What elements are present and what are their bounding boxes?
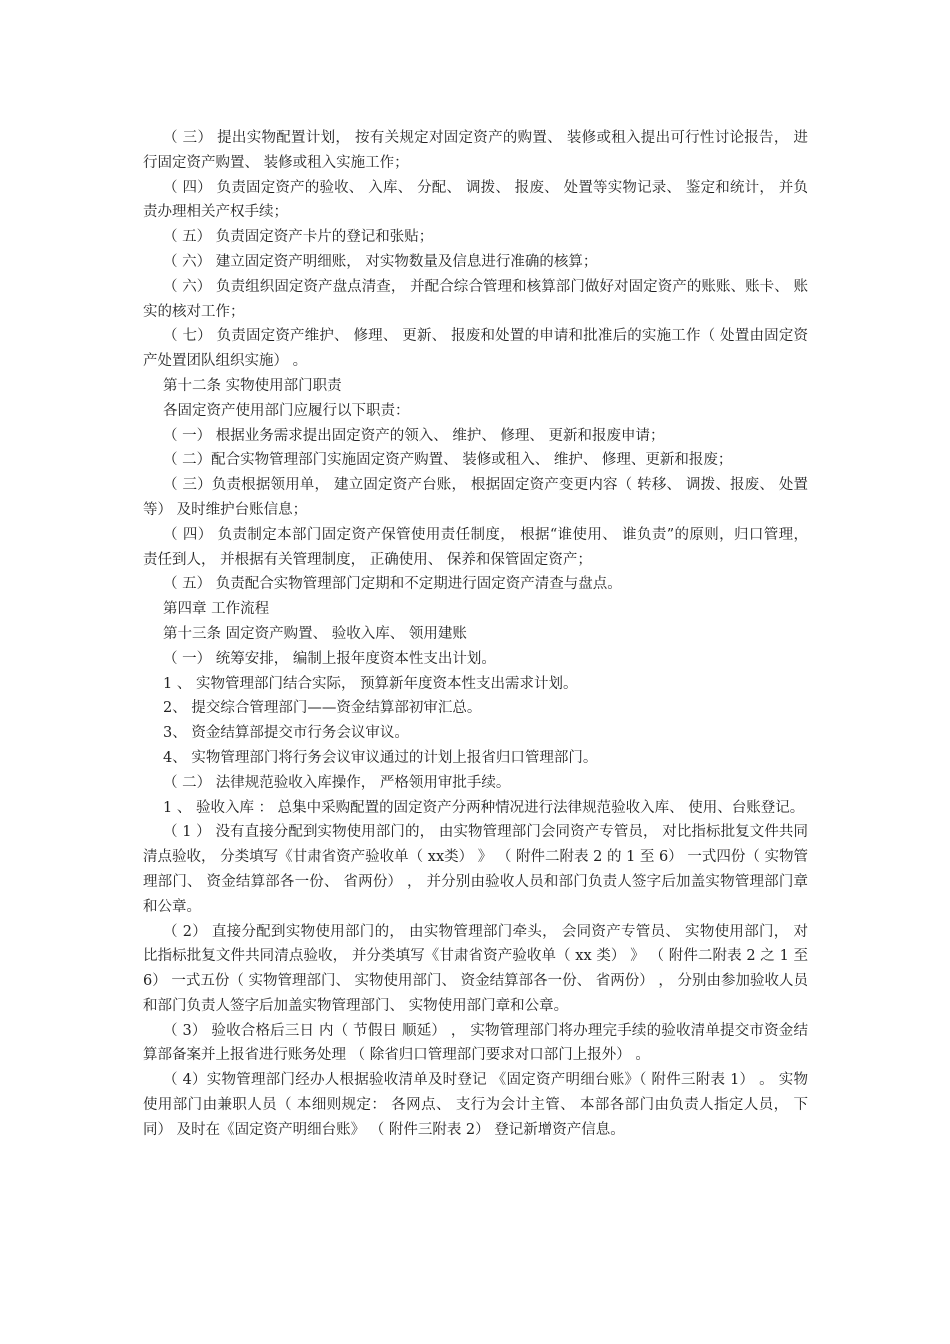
paragraph: （ 七） 负责固定资产维护、 修理、 更新、 报废和处置的申请和批准后的实施工作（ 处置由固定资产处置团队组织实施） 。 — [143, 328, 808, 370]
paragraph: （ 二） 法律规范验收入库操作， 严格领用审批手续。 — [163, 774, 511, 791]
paragraph: （ 三）负责根据领用单， 建立固定资产台账， 根据固定资产变更内容（ 转移、 调拨、报废、 处置等） 及时维护台账信息； — [143, 477, 808, 518]
paragraph: （ 二）配合实物管理部门实施固定资产购置、 装修或租入、 维护、 修理、更新和报废； — [163, 452, 733, 469]
paragraph: （ 四） 负责制定本部门固定资产保管使用责任制度， 根据“谁使用、 谁负责”的原则，归口管理， 责任到人， 并根据有关管理制度， 正确使用、 保养和保管固定资产； — [143, 526, 808, 568]
chapter-heading: 第四章 工作流程 — [163, 601, 270, 618]
paragraph: （ 2） 直接分配到实物使用部门的， 由实物管理部门牵头， 会同资产专管员、 实物使用部门， 对比指标批复文件共同清点验收， 并分类填写《甘肃省资产验收单（ xx 类） 》 （ 附件二附表 2 之 1 至 6） 一式五份（ 实物管理部门、 实物使用部门、 资金结算部各一份、 省两份） ， 分别由参加验收人员和部门负责人签字后加盖实物管理部门、 实物使用部门章和公章。 — [143, 923, 808, 1014]
article-heading: 第十二条 实物使用部门职责 — [163, 377, 342, 394]
paragraph: （ 一） 统筹安排， 编制上报年度资本性支出计划。 — [163, 650, 496, 667]
paragraph: 3、 资金结算部提交市行务会议审议。 — [163, 725, 409, 742]
document-body — [143, 126, 808, 1143]
paragraph: 4、 实物管理部门将行务会议审议通过的计划上报省归口管理部门。 — [163, 749, 598, 766]
paragraph: 各固定资产使用部门应履行以下职责： — [163, 402, 410, 419]
paragraph: （ 五） 负责固定资产卡片的登记和张贴； — [163, 229, 434, 246]
paragraph: （ 六） 负责组织固定资产盘点清查， 并配合综合管理和核算部门做好对固定资产的账账、账卡、 账实的核对工作； — [143, 278, 808, 320]
article-heading: 第十三条 固定资产购置、 验收入库、 领用建账 — [163, 625, 467, 642]
paragraph: 2、 提交综合管理部门——资金结算部初审汇总。 — [163, 700, 482, 717]
paragraph: 1 、 验收入库 ： 总集中采购配置的固定资产分两种情况进行法律规范验收入库、 使用、台账登记。 — [163, 799, 805, 816]
paragraph: （ 三） 提出实物配置计划， 按有关规定对固定资产的购置、 装修或租入提出可行性讨论报告， 进行固定资产购置、 装修或租入实施工作； — [143, 130, 808, 171]
paragraph: （ 1 ） 没有直接分配到实物使用部门的， 由实物管理部门会同资产专管员， 对比指标批复文件共同清点验收， 分类填写《甘肃省资产验收单（ xx类） 》 （ 附件二附表 2 的 1 至 6） 一式四份（ 实物管理部门、 资金结算部各一份、 省两份） ， 并分别由验收人员和部门负责人签字后加盖实物管理部门章和公章。 — [143, 824, 808, 915]
paragraph: （ 四） 负责固定资产的验收、 入库、 分配、 调拨、 报废、 处置等实物记录、 鉴定和统计， 并负责办理相关产权手续； — [143, 179, 808, 221]
paragraph: 1 、 实物管理部门结合实际， 预算新年度资本性支出需求计划。 — [163, 675, 578, 692]
paragraph: （ 五） 负责配合实物管理部门定期和不定期进行固定资产清查与盘点。 — [163, 576, 622, 593]
paragraph: （ 六） 建立固定资产明细账， 对实物数量及信息进行准确的核算； — [163, 253, 598, 270]
paragraph: （ 一） 根据业务需求提出固定资产的领入、 维护、 修理、 更新和报废申请； — [163, 427, 665, 444]
paragraph: （ 3） 验收合格后三日 内（ 节假日 顺延） ， 实物管理部门将办理完手续的验收清单提交市资金结算部备案并上报省进行账务处理 （ 除省归口管理部门要求对口部门上报外） 。 — [143, 1022, 808, 1064]
paragraph: （ 4）实物管理部门经办人根据验收清单及时登记 《固定资产明细台账》（ 附件三附表 1） 。 实物使用部门由兼职人员（ 本细则规定： 各网点、 支行为会计主管、 本部各部门由负责人指定人员， 下同） 及时在《固定资产明细台账》 （ 附件三附表 2） 登记新增资产信息。 — [143, 1072, 808, 1138]
